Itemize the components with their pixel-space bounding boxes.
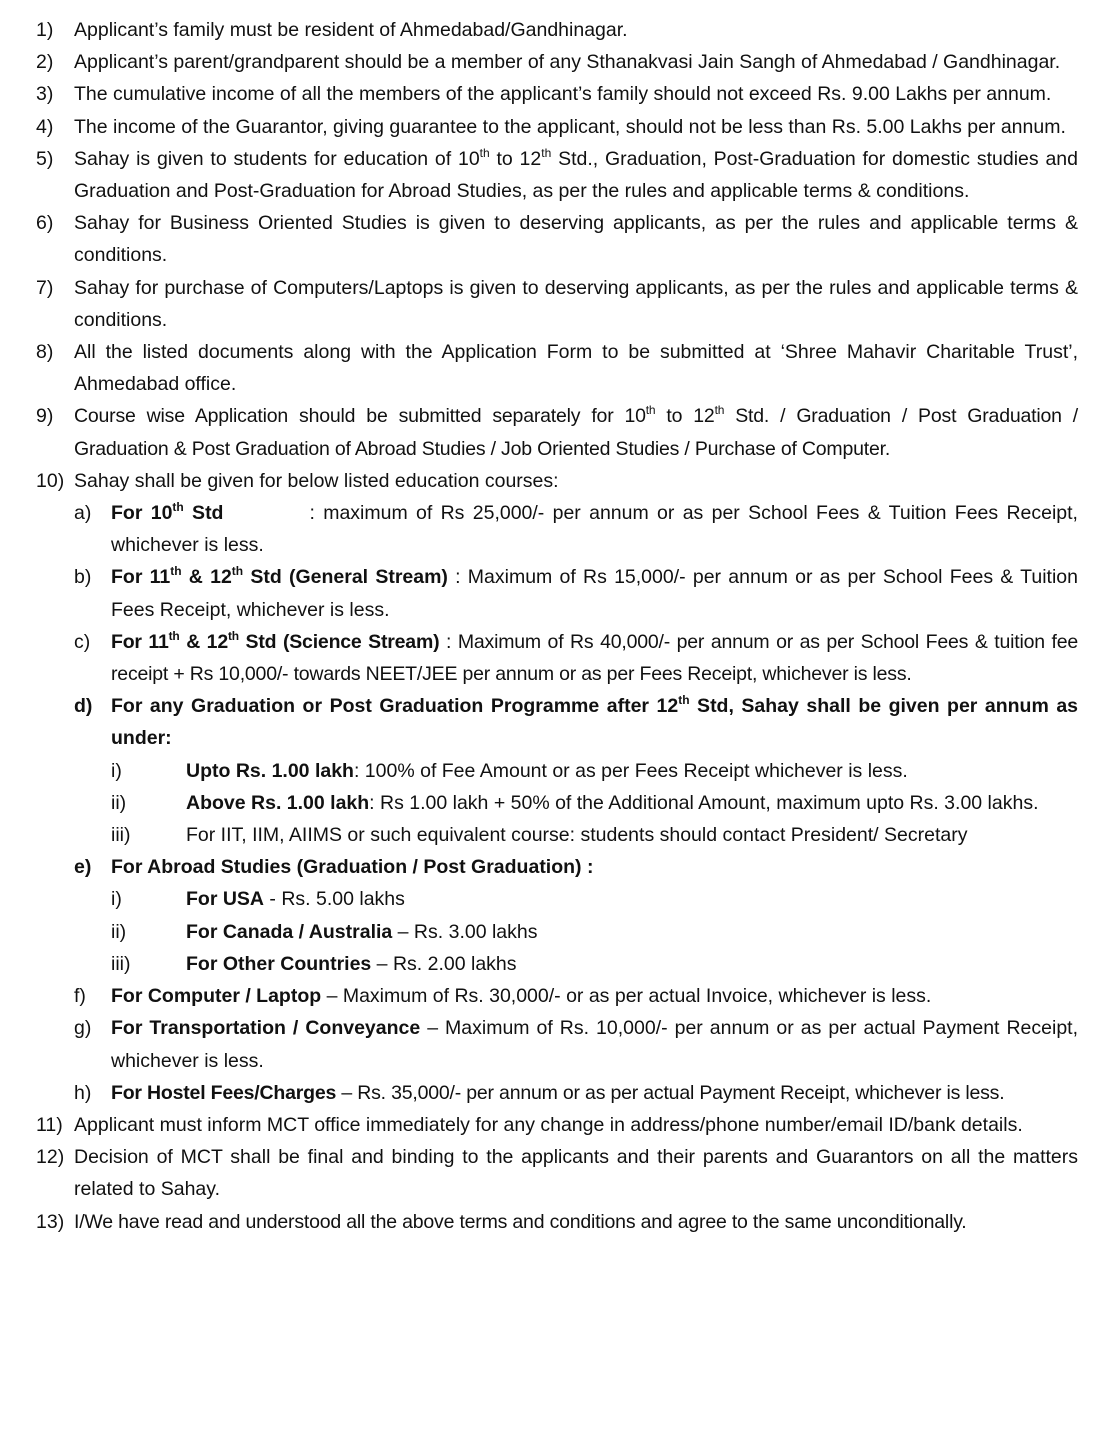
term-item-7 <box>36 272 1078 336</box>
term-item-5 <box>36 143 1078 207</box>
term-item-8 <box>36 336 1078 400</box>
bold-label: Above Rs. 1.00 lakh <box>186 791 370 814</box>
term-item-2 <box>36 46 1078 78</box>
bold-label <box>111 502 223 524</box>
text-part: Std (Science Stream) <box>238 630 440 653</box>
item-number: 2) <box>36 51 54 74</box>
text-part: Std (General Stream) <box>243 566 448 589</box>
item-text <box>111 690 1078 754</box>
bold-label <box>111 695 1078 749</box>
item-number: 6) <box>36 212 54 235</box>
item-text: Applicant’s family must be resident of Ahmedabad/Gandhinagar. <box>74 19 628 41</box>
item-text <box>74 143 1078 207</box>
term-item-4 <box>36 111 1078 143</box>
text-part: - Rs. 5.00 lakhs <box>264 888 405 911</box>
item-letter: a) <box>74 502 92 525</box>
text-part: – Rs. 3.00 lakhs <box>392 920 538 943</box>
item-text <box>111 1012 1078 1076</box>
item-text <box>186 787 1078 819</box>
item-number: 11) <box>36 1113 63 1136</box>
term-item-6 <box>36 207 1078 271</box>
course-item-e <box>36 851 1078 883</box>
bold-label: For Transportation / Conveyance <box>111 1017 421 1040</box>
bold-label: For Canada / Australia <box>186 920 393 943</box>
item-text: Sahay for Business Oriented Studies is given to deserving applicants, as per the rules and applicable terms & conditions. <box>74 212 1078 267</box>
item-text: I/We have read and understood all the above terms and conditions and agree to the same unconditionally. <box>74 1210 967 1233</box>
superscript: th <box>714 403 725 418</box>
bold-label <box>111 566 448 588</box>
item-number: 3) <box>36 83 54 106</box>
term-item-13 <box>36 1206 1078 1238</box>
text-part: – Maximum of Rs. 10,000/- per annum or as per actual Payment Receipt, whichever is less. <box>111 1017 1079 1072</box>
text-part: : Rs 1.00 lakh + 50% of the Additional Amount, maximum upto Rs. 3.00 lakhs. <box>369 791 1039 814</box>
item-text <box>111 561 1078 625</box>
item-text <box>111 980 1078 1012</box>
superscript: th <box>227 628 239 643</box>
text-part: For 11 <box>111 630 169 653</box>
text-part: For any Graduation or Post Graduation Programme after 12 <box>111 695 679 718</box>
item-number: 8) <box>36 341 54 364</box>
item-roman: i) <box>111 759 122 782</box>
graduation-item-ii <box>36 787 1078 819</box>
superscript: th <box>170 564 182 579</box>
item-text: The cumulative income of all the members of the applicant’s family should not exceed Rs. 9.00 Lakhs per annum. <box>74 83 1052 106</box>
item-text <box>186 755 1078 787</box>
item-letter: b) <box>74 566 92 589</box>
item-letter: f) <box>74 985 86 1008</box>
bold-label: Upto Rs. 1.00 lakh <box>186 759 354 782</box>
term-item-1 <box>36 14 1078 46</box>
superscript: th <box>479 145 490 160</box>
item-roman: iii) <box>111 952 131 975</box>
item-text: Applicant must inform MCT office immediately for any change in address/phone number/email ID/bank details. <box>74 1113 1023 1136</box>
text-part: Std., Graduation, Post-Graduation for domestic studies and Graduation and Post-Graduation for Abroad Studies, as per the rules and applicable terms & conditions. <box>74 147 1078 203</box>
item-text <box>186 883 1078 915</box>
text-part: to 12 <box>489 147 542 170</box>
item-letter: g) <box>74 1017 92 1040</box>
text-part: & 12 <box>181 566 232 589</box>
abroad-item-i <box>36 883 1078 915</box>
course-item-d <box>36 690 1078 754</box>
superscript: th <box>645 403 656 418</box>
text-part: – Rs. 2.00 lakhs <box>371 952 517 975</box>
term-item-9 <box>36 400 1078 464</box>
bold-label: For Other Countries <box>186 952 372 975</box>
term-item-11 <box>36 1109 1078 1141</box>
bold-label: For Hostel Fees/Charges <box>111 1081 337 1104</box>
item-text <box>111 626 1078 690</box>
course-item-h <box>36 1077 1078 1109</box>
graduation-item-i <box>36 755 1078 787</box>
item-letter: h) <box>74 1081 92 1104</box>
item-letter: c) <box>74 630 91 653</box>
term-item-10 <box>36 465 1078 497</box>
item-letter: d) <box>74 695 93 718</box>
text-part: For 10 <box>111 502 173 525</box>
course-item-f <box>36 980 1078 1012</box>
text-part: – Rs. 35,000/- per annum or as per actual Payment Receipt, whichever is less. <box>336 1081 1005 1104</box>
text-part: Sahay is given to students for education of 10 <box>74 147 480 170</box>
terms-document <box>36 14 1078 1238</box>
item-text <box>186 916 1078 948</box>
item-text: All the listed documents along with the Application Form to be submitted at ‘Shree Mahavir Charitable Trust’, Ahmedabad office. <box>74 341 1078 396</box>
course-item-b <box>36 561 1078 625</box>
course-item-c <box>36 626 1078 690</box>
bold-label <box>111 628 440 653</box>
superscript: th <box>541 145 552 160</box>
term-item-3 <box>36 78 1078 110</box>
item-text <box>111 497 1078 561</box>
bold-label: For Abroad Studies (Graduation / Post Graduation) : <box>111 856 594 879</box>
text-part: & 12 <box>179 630 228 653</box>
item-text: Applicant’s parent/grandparent should be a member of any Sthanakvasi Jain Sangh of Ahmedabad / Gandhinagar. <box>74 51 1061 74</box>
item-letter: e) <box>74 856 92 879</box>
item-number: 5) <box>36 147 54 170</box>
item-text <box>74 400 1078 464</box>
text-part: Course wise Application should be submitted separately for 10 <box>74 405 646 428</box>
text-part: Std. / Graduation / Post Graduation / Graduation & Post Graduation of Abroad Studies / Job Oriented Studies / Purchase of Computer. <box>74 405 1079 460</box>
item-number: 4) <box>36 115 54 138</box>
term-item-12 <box>36 1141 1078 1205</box>
item-roman: i) <box>111 888 122 911</box>
text-part: : Maximum of Rs 40,000/- per annum or as per School Fees & tuition fee receipt + Rs 10,000/- towards NEET/JEE per annum or as per Fees Receipt, whichever is less. <box>111 630 1078 686</box>
item-text: Sahay for purchase of Computers/Laptops is given to deserving applicants, as per the rules and applicable terms & conditions. <box>74 276 1078 331</box>
text-part: to 12 <box>655 405 715 428</box>
text-part: Std <box>183 502 224 525</box>
item-roman: ii) <box>111 791 127 814</box>
item-text: Decision of MCT shall be final and binding to the applicants and their parents and Guarantors on all the matters related to Sahay. <box>74 1146 1078 1201</box>
superscript: th <box>168 628 180 643</box>
item-number: 1) <box>36 19 54 41</box>
item-roman: ii) <box>111 920 127 943</box>
item-number: 13) <box>36 1210 65 1233</box>
item-text <box>111 851 1078 883</box>
text-part: For 11 <box>111 566 171 589</box>
text-part: : Maximum of Rs 15,000/- per annum or as per School Fees & Tuition Fees Receipt, whichever is less. <box>111 566 1078 621</box>
text-part: – Maximum of Rs. 30,000/- or as per actual Invoice, whichever is less. <box>321 985 932 1008</box>
text-part: Std, Sahay shall be given per annum as under: <box>111 695 1079 750</box>
superscript: th <box>231 564 244 579</box>
item-text: For IIT, IIM, AIIMS or such equivalent course: students should contact President/ Secretary <box>186 824 968 847</box>
item-roman: iii) <box>111 824 131 847</box>
item-text <box>186 948 1078 980</box>
item-text: The income of the Guarantor, giving guarantee to the applicant, should not be less than Rs. 5.00 Lakhs per annum. <box>74 115 1066 138</box>
course-item-a <box>36 497 1078 561</box>
item-number: 12) <box>36 1146 65 1169</box>
item-number: 10) <box>36 469 65 492</box>
abroad-item-iii <box>36 948 1078 980</box>
course-item-g <box>36 1012 1078 1076</box>
superscript: th <box>172 500 184 515</box>
graduation-item-iii <box>36 819 1078 851</box>
text-part: : 100% of Fee Amount or as per Fees Receipt whichever is less. <box>353 759 908 782</box>
superscript: th <box>678 693 690 708</box>
item-text: Sahay shall be given for below listed education courses: <box>74 469 559 492</box>
text-part: : maximum of Rs 25,000/- per annum or as per School Fees & Tuition Fees Receipt, whichever is less. <box>111 502 1078 557</box>
item-text <box>111 1077 1078 1109</box>
item-number: 7) <box>36 276 54 299</box>
item-number: 9) <box>36 405 54 428</box>
bold-label: For Computer / Laptop <box>111 985 322 1008</box>
abroad-item-ii <box>36 916 1078 948</box>
bold-label: For USA <box>186 888 264 911</box>
